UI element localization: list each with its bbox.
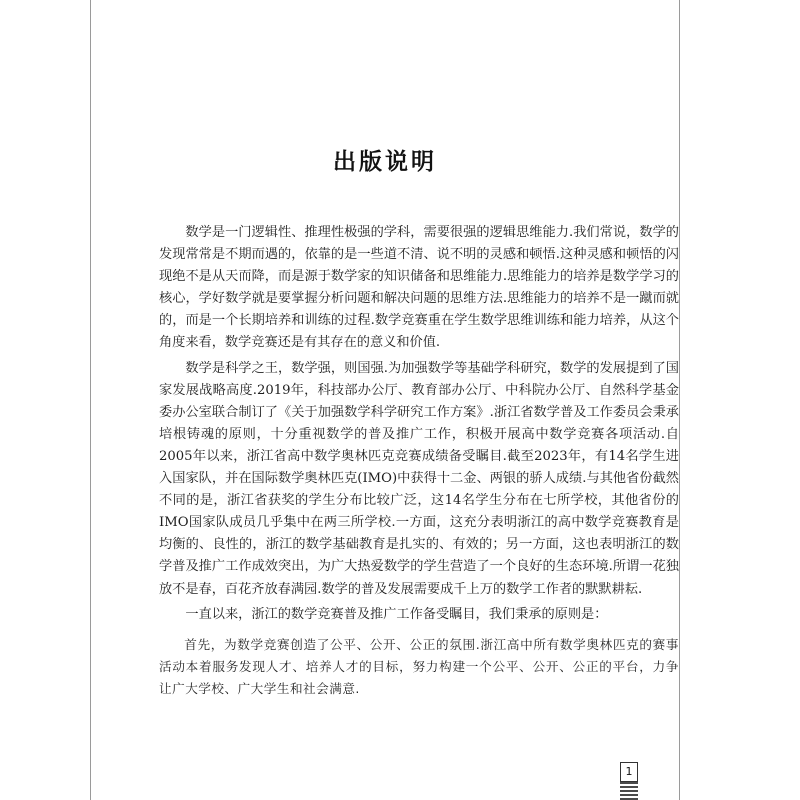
paragraph-3: 一直以来，浙江的数学竞赛普及推广工作备受瞩目，我们秉承的原则是： <box>185 606 608 622</box>
paragraph-2: 数学是科学之王，数学强，则国强.为加强数学等基础学科研究，数学的发展提到了国家发展战略高度.2019年，科技部办公厅、教育部办公厅、中科院办公厅、自然科学基金委办公室联合制订了《关于加强数学科学研究工作方案》.浙江省数学普及工作委员会秉承培根铸魂的原则，十分重视数学的普及推广工作，积极开展高中数学竞赛各项活动.自2005年以来，浙江省高中数学奥林匹克竞赛成绩备受瞩目.截至2023年，有14名学生进入国家队，并在国际数学奥林匹克(IMO)中获得十二金、两银的骄人成绩.与其他省份截然不同的是，浙江省获奖的学生分布比较广泛，这14名学生分布在七所学校，其他省份的IMO国家队成员几乎集中在两三所学校.一方面，这充分表明浙江的高中数学竞赛教育是均衡的、良性的，浙江的数学基础教育是扎实的、有效的；另一方面，这也表明浙江的数学普及推广工作成效突出，为广大热爱数学的学生营造了一个良好的生态环境.所谓一花独放不是春，百花齐放春满园.数学的普及发展需要成千上万的数学工作者的默默耕耘. <box>159 360 679 597</box>
paragraph-4: 首先，为数学竞赛创造了公平、公开、公正的氛围.浙江高中所有数学奥林匹克的赛事活动本着服务发现人才、培养人才的目标，努力构建一个公平、公开、公正的平台，力争让广大学校、广大学生和社会满意. <box>159 636 679 696</box>
page-edge-stripes <box>620 782 638 800</box>
page-title: 出版说明 <box>333 149 437 176</box>
body-text <box>159 222 679 700</box>
page-number: 1 <box>620 762 638 782</box>
book-page <box>90 0 680 800</box>
paragraph-1: 数学是一门逻辑性、推理性极强的学科，需要很强的逻辑思维能力.我们常说，数学的发现常常是不期而遇的，依靠的是一些道不清、说不明的灵感和顿悟.这种灵感和顿悟的闪现绝不是从天而降，而是源于数学家的知识储备和思维能力.思维能力的培养是数学学习的核心，学好数学就是要掌握分析问题和解决问题的思维方法.思维能力的培养不是一蹴而就的，而是一个长期培养和训练的过程.数学竞赛重在学生数学思维训练和能力培养，从这个角度来看，数学竞赛还是有其存在的意义和价值. <box>159 225 679 351</box>
